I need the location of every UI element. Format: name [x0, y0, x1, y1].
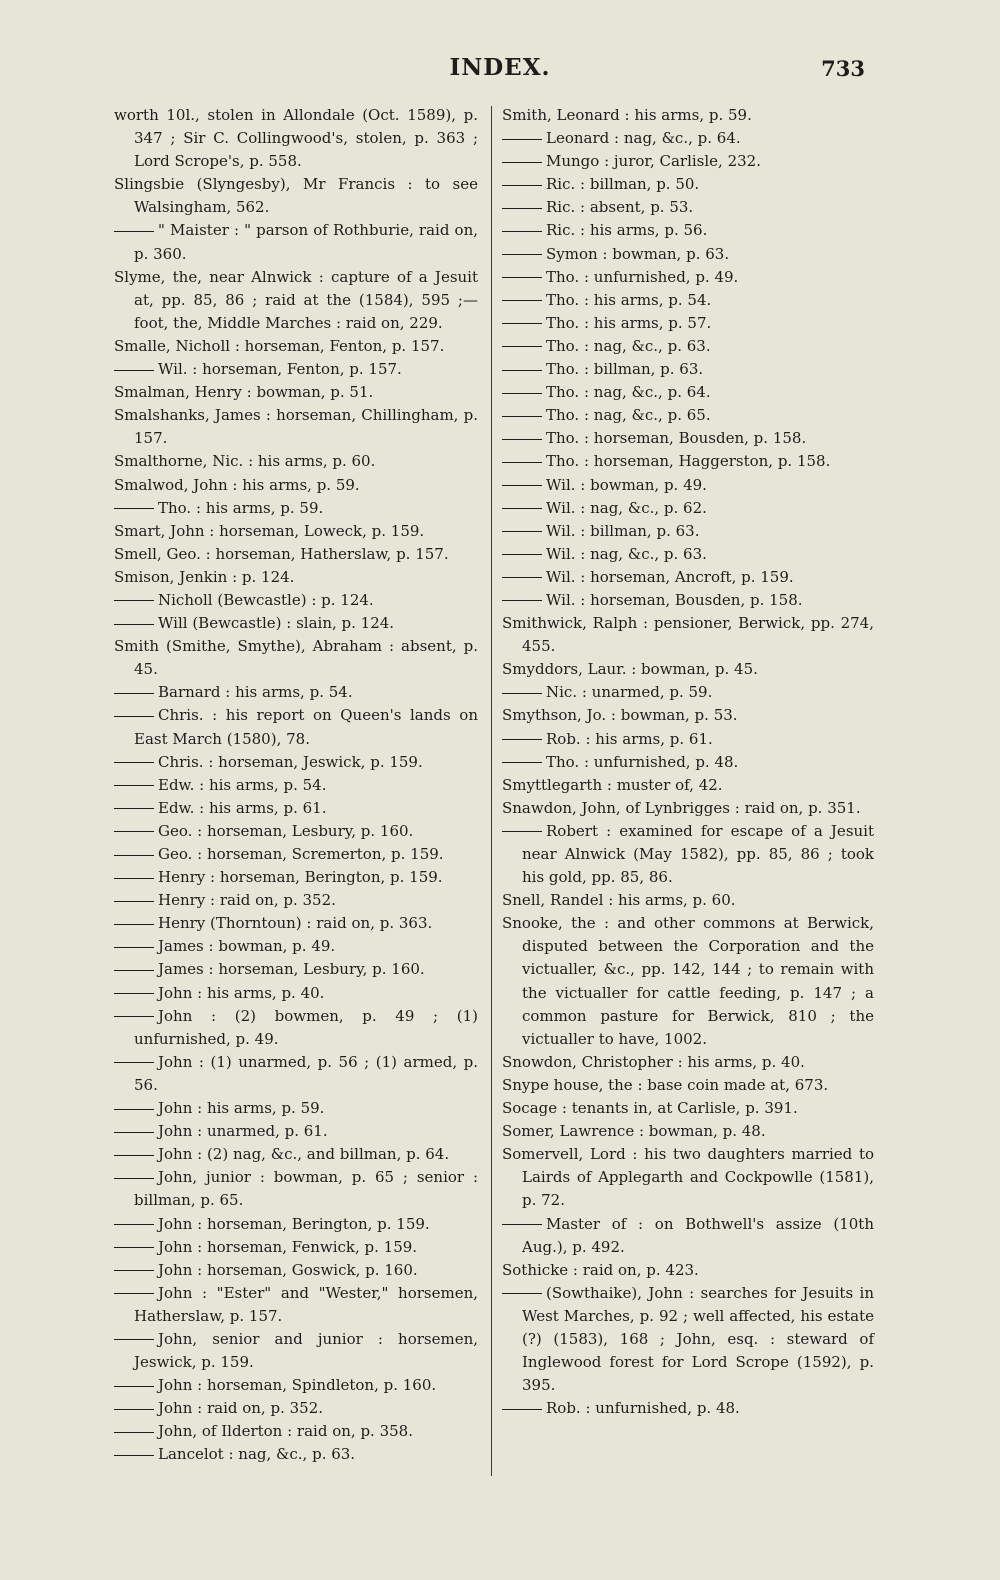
entry-text: Leonard : nag, &c., p. 64.: [546, 129, 741, 148]
index-entry: [114, 612, 478, 635]
repeat-dash: [114, 600, 154, 601]
index-entry: [114, 404, 478, 450]
repeat-dash: [114, 947, 154, 948]
entry-text: Ric. : his arms, p. 56.: [546, 221, 708, 240]
index-entry: [502, 243, 874, 266]
repeat-dash: [114, 370, 154, 371]
index-entry: [114, 912, 478, 935]
entry-text: Tho. : his arms, p. 59.: [158, 498, 324, 517]
index-entry: [114, 1328, 478, 1374]
index-entry: [114, 474, 478, 497]
entry-text: Snowdon, Christopher : his arms, p. 40.: [502, 1052, 805, 1071]
repeat-dash: [114, 1109, 154, 1110]
index-entry: [502, 728, 874, 751]
entry-text: Nicholl (Bewcastle) : p. 124.: [158, 590, 374, 609]
entry-text: John, of Ilderton : raid on, p. 358.: [158, 1422, 413, 1441]
entry-text: Chris. : horseman, Jeswick, p. 159.: [158, 752, 423, 771]
index-entry: [502, 1282, 874, 1397]
entry-text: John : horseman, Berington, p. 159.: [158, 1214, 430, 1233]
entry-text: Socage : tenants in, at Carlisle, p. 391.: [502, 1099, 798, 1118]
index-entry: [114, 520, 478, 543]
index-entry: [502, 427, 874, 450]
index-entry: [502, 797, 874, 820]
entry-text: Smalthorne, Nic. : his arms, p. 60.: [114, 452, 376, 471]
index-entry: [114, 358, 478, 381]
entry-text: Tho. : horseman, Haggerston, p. 158.: [546, 452, 831, 471]
repeat-dash: [114, 808, 154, 809]
repeat-dash: [502, 508, 542, 509]
repeat-dash: [114, 1339, 154, 1340]
entry-text: " Maister : " parson of Rothburie, raid on, p. 360.: [134, 221, 478, 263]
entry-text: Tho. : horseman, Bousden, p. 158.: [546, 429, 807, 448]
index-entry: [114, 497, 478, 520]
index-entry: [502, 1259, 874, 1282]
repeat-dash: [114, 1016, 154, 1017]
entry-text: Smart, John : horseman, Loweck, p. 159.: [114, 521, 425, 540]
index-entry: [114, 774, 478, 797]
index-entry: [502, 751, 874, 774]
entry-text: Slingsbie (Slyngesby), Mr Francis : to see Walsingham, 562.: [114, 175, 478, 217]
entry-text: Henry : raid on, p. 352.: [158, 891, 336, 910]
entry-text: Henry (Thorntoun) : raid on, p. 363.: [158, 914, 433, 933]
index-entry: [114, 1236, 478, 1259]
entry-text: Sothicke : raid on, p. 423.: [502, 1260, 699, 1279]
entry-text: Smythson, Jo. : bowman, p. 53.: [502, 706, 738, 725]
index-entry: [502, 1097, 874, 1120]
index-entry: [114, 566, 478, 589]
repeat-dash: [502, 762, 542, 763]
entry-text: Wil. : horseman, Ancroft, p. 159.: [546, 567, 794, 586]
index-entry: [502, 335, 874, 358]
index-entry: [502, 704, 874, 727]
repeat-dash: [502, 139, 542, 140]
index-entry: [114, 1143, 478, 1166]
entry-text: Barnard : his arms, p. 54.: [158, 683, 353, 702]
index-entry: [502, 196, 874, 219]
entry-text: John : (2) nag, &c., and billman, p. 64.: [158, 1145, 450, 1164]
left-column: [114, 104, 478, 1467]
entry-text: John : his arms, p. 59.: [158, 1099, 325, 1118]
entry-text: Smyddors, Laur. : bowman, p. 45.: [502, 660, 758, 679]
index-entry: [114, 219, 478, 265]
repeat-dash: [502, 485, 542, 486]
index-entry: [502, 566, 874, 589]
repeat-dash: [502, 1409, 542, 1410]
index-entry: [502, 1074, 874, 1097]
entry-text: Tho. : his arms, p. 54.: [546, 290, 712, 309]
repeat-dash: [114, 762, 154, 763]
entry-text: Rob. : unfurnished, p. 48.: [546, 1399, 740, 1418]
entry-text: Snawdon, John, of Lynbrigges : raid on, p. 351.: [502, 798, 861, 817]
entry-text: Snooke, the : and other commons at Berwick, disputed between the Corporation and the victualler, &c., pp. 142, 144 ; to remain with the victualler for cattle feeding, p. 147 ; a common pasture for Berwick, 810 ; the victualler to have, 1002.: [502, 914, 874, 1048]
entry-text: Chris. : his report on Queen's lands on East March (1580), 78.: [134, 706, 478, 748]
index-entry: [502, 358, 874, 381]
index-entry: [502, 104, 874, 127]
index-entry: [114, 1166, 478, 1212]
entry-text: Symon : bowman, p. 63.: [546, 244, 730, 263]
index-entry: [502, 1397, 874, 1420]
entry-text: John, junior : bowman, p. 65 ; senior : billman, p. 65.: [134, 1168, 478, 1210]
entry-text: Wil. : bowman, p. 49.: [546, 475, 707, 494]
entry-text: Smell, Geo. : horseman, Hatherslaw, p. 157.: [114, 544, 449, 563]
repeat-dash: [502, 231, 542, 232]
entry-text: John, senior and junior : horsemen, Jeswick, p. 159.: [134, 1329, 478, 1372]
entry-text: Will (Bewcastle) : slain, p. 124.: [158, 614, 395, 633]
index-entry: [114, 173, 478, 219]
entry-text: John : horseman, Fenwick, p. 159.: [158, 1237, 418, 1256]
repeat-dash: [502, 739, 542, 740]
index-entry: [502, 150, 874, 173]
entry-text: Wil. : horseman, Fenton, p. 157.: [158, 360, 402, 379]
index-entry: [114, 935, 478, 958]
repeat-dash: [502, 462, 542, 463]
entry-text: Geo. : horseman, Lesbury, p. 160.: [158, 821, 414, 840]
entry-text: Tho. : nag, &c., p. 65.: [546, 406, 711, 425]
repeat-dash: [502, 277, 542, 278]
entry-text: Smalwod, John : his arms, p. 59.: [114, 475, 360, 494]
index-entry: [114, 866, 478, 889]
index-entry: [114, 450, 478, 473]
entry-text: Tho. : unfurnished, p. 48.: [546, 752, 739, 771]
repeat-dash: [502, 600, 542, 601]
index-entry: [114, 266, 478, 335]
column-divider: [491, 106, 492, 1476]
entry-text: Edw. : his arms, p. 61.: [158, 798, 327, 817]
repeat-dash: [502, 831, 542, 832]
repeat-dash: [502, 1224, 542, 1225]
index-entry: [502, 889, 874, 912]
index-entry: [114, 982, 478, 1005]
entry-text: Ric. : absent, p. 53.: [546, 198, 694, 217]
entry-text: Rob. : his arms, p. 61.: [546, 729, 713, 748]
entry-text: Wil. : nag, &c., p. 62.: [546, 498, 707, 517]
index-entry: [114, 797, 478, 820]
repeat-dash: [114, 1270, 154, 1271]
index-entry: [502, 1143, 874, 1212]
index-entry: [502, 912, 874, 1051]
entry-text: Smison, Jenkin : p. 124.: [114, 567, 295, 586]
repeat-dash: [114, 1155, 154, 1156]
entry-text: Edw. : his arms, p. 54.: [158, 775, 327, 794]
index-entry: [114, 1374, 478, 1397]
repeat-dash: [114, 716, 154, 717]
repeat-dash: [114, 1432, 154, 1433]
index-entry: [114, 1097, 478, 1120]
repeat-dash: [114, 924, 154, 925]
index-entry: [502, 612, 874, 658]
index-entry: [502, 474, 874, 497]
index-entry: [114, 589, 478, 612]
entry-text: Somervell, Lord : his two daughters married to Lairds of Applegarth and Cockpowlle (1581), p. 72.: [502, 1145, 874, 1210]
repeat-dash: [502, 323, 542, 324]
index-entry: [502, 681, 874, 704]
index-entry: [502, 1213, 874, 1259]
index-entry: [114, 1213, 478, 1236]
repeat-dash: [502, 439, 542, 440]
index-entry: [502, 266, 874, 289]
repeat-dash: [114, 1224, 154, 1225]
entry-text: Smith, Leonard : his arms, p. 59.: [502, 106, 752, 124]
index-entry: [114, 681, 478, 704]
index-entry: [502, 404, 874, 427]
index-entry: [502, 289, 874, 312]
index-entry: [114, 1397, 478, 1420]
entry-text: James : horseman, Lesbury, p. 160.: [158, 960, 425, 979]
repeat-dash: [502, 531, 542, 532]
repeat-dash: [502, 208, 542, 209]
repeat-dash: [114, 1132, 154, 1133]
entry-text: (Sowthaike), John : searches for Jesuits in West Marches, p. 92 ; well affected, his estate (?) (1583), 168 ; John, esq. : steward of Inglewood forest for Lord Scrope (1592), p. 395.: [522, 1283, 874, 1395]
index-entry: [502, 312, 874, 335]
entry-text: Ric. : billman, p. 50.: [546, 175, 700, 194]
index-entry: [114, 104, 478, 173]
repeat-dash: [502, 393, 542, 394]
index-entry: [114, 889, 478, 912]
index-entry: [502, 450, 874, 473]
index-entry: [502, 219, 874, 242]
right-column: [502, 104, 874, 1420]
entry-text: Master of : on Bothwell's assize (10th Aug.), p. 492.: [522, 1214, 874, 1256]
entry-text: Smalman, Henry : bowman, p. 51.: [114, 383, 374, 402]
repeat-dash: [502, 416, 542, 417]
index-entry: [114, 543, 478, 566]
repeat-dash: [114, 831, 154, 832]
index-entry: [502, 820, 874, 889]
repeat-dash: [502, 162, 542, 163]
index-entry: [502, 1051, 874, 1074]
entry-text: Smithwick, Ralph : pensioner, Berwick, pp. 274, 455.: [502, 614, 874, 656]
index-entry: [502, 543, 874, 566]
repeat-dash: [114, 1293, 154, 1294]
index-entry: [114, 1051, 478, 1097]
repeat-dash: [114, 624, 154, 625]
repeat-dash: [114, 970, 154, 971]
entry-text: Wil. : nag, &c., p. 63.: [546, 544, 707, 563]
repeat-dash: [114, 878, 154, 879]
index-entry: [114, 381, 478, 404]
entry-text: Tho. : billman, p. 63.: [546, 360, 704, 379]
entry-text: worth 10l., stolen in Allondale (Oct. 1589), p. 347 ; Sir C. Collingwood's, stolen, p. 363 ; Lord Scrope's, p. 558.: [114, 106, 478, 171]
repeat-dash: [502, 1293, 542, 1294]
entry-text: Tho. : his arms, p. 57.: [546, 313, 712, 332]
entry-text: James : bowman, p. 49.: [158, 937, 336, 956]
index-entry: [502, 1120, 874, 1143]
index-entry: [502, 520, 874, 543]
index-entry: [114, 335, 478, 358]
repeat-dash: [502, 554, 542, 555]
index-entry: [114, 958, 478, 981]
entry-text: Snype house, the : base coin made at, 673.: [502, 1075, 829, 1094]
repeat-dash: [502, 370, 542, 371]
index-entry: [114, 635, 478, 681]
entry-text: John : (1) unarmed, p. 56 ; (1) armed, p. 56.: [134, 1052, 478, 1094]
entry-text: Slyme, the, near Alnwick : capture of a Jesuit at, pp. 85, 86 ; raid at the (1584), 595 ;—foot, the, Middle Marches : raid on, 229.: [114, 267, 478, 332]
entry-text: Mungo : juror, Carlisle, 232.: [546, 152, 761, 171]
entry-text: Geo. : horseman, Scremerton, p. 159.: [158, 845, 444, 863]
index-entry: [114, 1282, 478, 1328]
entry-text: Robert : examined for escape of a Jesuit near Alnwick (May 1582), pp. 85, 86 ; took his gold, pp. 85, 86.: [522, 821, 874, 887]
repeat-dash: [114, 508, 154, 509]
index-entry: [114, 820, 478, 843]
repeat-dash: [114, 1062, 154, 1063]
entry-text: John : (2) bowmen, p. 49 ; (1) unfurnished, p. 49.: [134, 1006, 478, 1048]
index-entry: [502, 173, 874, 196]
repeat-dash: [114, 1178, 154, 1179]
repeat-dash: [502, 300, 542, 301]
entry-text: Smalshanks, James : horseman, Chillingham, p. 157.: [114, 406, 478, 448]
entry-text: Smalle, Nicholl : horseman, Fenton, p. 157.: [114, 336, 445, 355]
entry-text: John : raid on, p. 352.: [158, 1399, 323, 1418]
index-entry: [502, 774, 874, 797]
index-entry: [114, 1120, 478, 1143]
index-entry: [114, 843, 478, 866]
entry-text: John : horseman, Goswick, p. 160.: [158, 1260, 418, 1279]
entry-text: Tho. : unfurnished, p. 49.: [546, 267, 739, 286]
entry-text: Wil. : billman, p. 63.: [546, 521, 700, 540]
entry-text: Tho. : nag, &c., p. 63.: [546, 336, 711, 355]
repeat-dash: [502, 346, 542, 347]
entry-text: Tho. : nag, &c., p. 64.: [546, 383, 711, 402]
repeat-dash: [114, 1386, 154, 1387]
repeat-dash: [114, 785, 154, 786]
repeat-dash: [114, 993, 154, 994]
repeat-dash: [114, 231, 154, 232]
entry-text: Nic. : unarmed, p. 59.: [546, 683, 713, 702]
entry-text: Smyttlegarth : muster of, 42.: [502, 775, 723, 794]
repeat-dash: [502, 693, 542, 694]
index-entry: [502, 497, 874, 520]
index-entry: [502, 658, 874, 681]
repeat-dash: [114, 1247, 154, 1248]
entry-text: Snell, Randel : his arms, p. 60.: [502, 891, 736, 910]
entry-text: Henry : horseman, Berington, p. 159.: [158, 868, 443, 887]
page-title: INDEX.: [449, 54, 551, 81]
repeat-dash: [114, 855, 154, 856]
index-entry: [114, 704, 478, 750]
index-entry: [114, 751, 478, 774]
entry-text: Smith (Smithe, Smythe), Abraham : absent, p. 45.: [114, 637, 478, 679]
repeat-dash: [114, 1409, 154, 1410]
entry-text: Somer, Lawrence : bowman, p. 48.: [502, 1122, 766, 1141]
entry-text: John : horseman, Spindleton, p. 160.: [158, 1376, 437, 1395]
entry-text: Lancelot : nag, &c., p. 63.: [158, 1445, 356, 1464]
entry-text: John : his arms, p. 40.: [158, 983, 325, 1002]
repeat-dash: [502, 185, 542, 186]
index-entry: [114, 1005, 478, 1051]
entry-text: John : unarmed, p. 61.: [158, 1122, 328, 1141]
repeat-dash: [114, 693, 154, 694]
repeat-dash: [114, 1455, 154, 1456]
repeat-dash: [114, 901, 154, 902]
repeat-dash: [502, 254, 542, 255]
repeat-dash: [502, 577, 542, 578]
entry-text: John : "Ester" and "Wester," horsemen, Hatherslaw, p. 157.: [134, 1283, 478, 1325]
page-number: 733: [821, 56, 865, 81]
index-entry: [114, 1420, 478, 1443]
index-entry: [114, 1259, 478, 1282]
index-entry: [114, 1443, 478, 1466]
entry-text: Wil. : horseman, Bousden, p. 158.: [546, 590, 803, 609]
index-entry: [502, 381, 874, 404]
index-entry: [502, 127, 874, 150]
index-entry: [502, 589, 874, 612]
